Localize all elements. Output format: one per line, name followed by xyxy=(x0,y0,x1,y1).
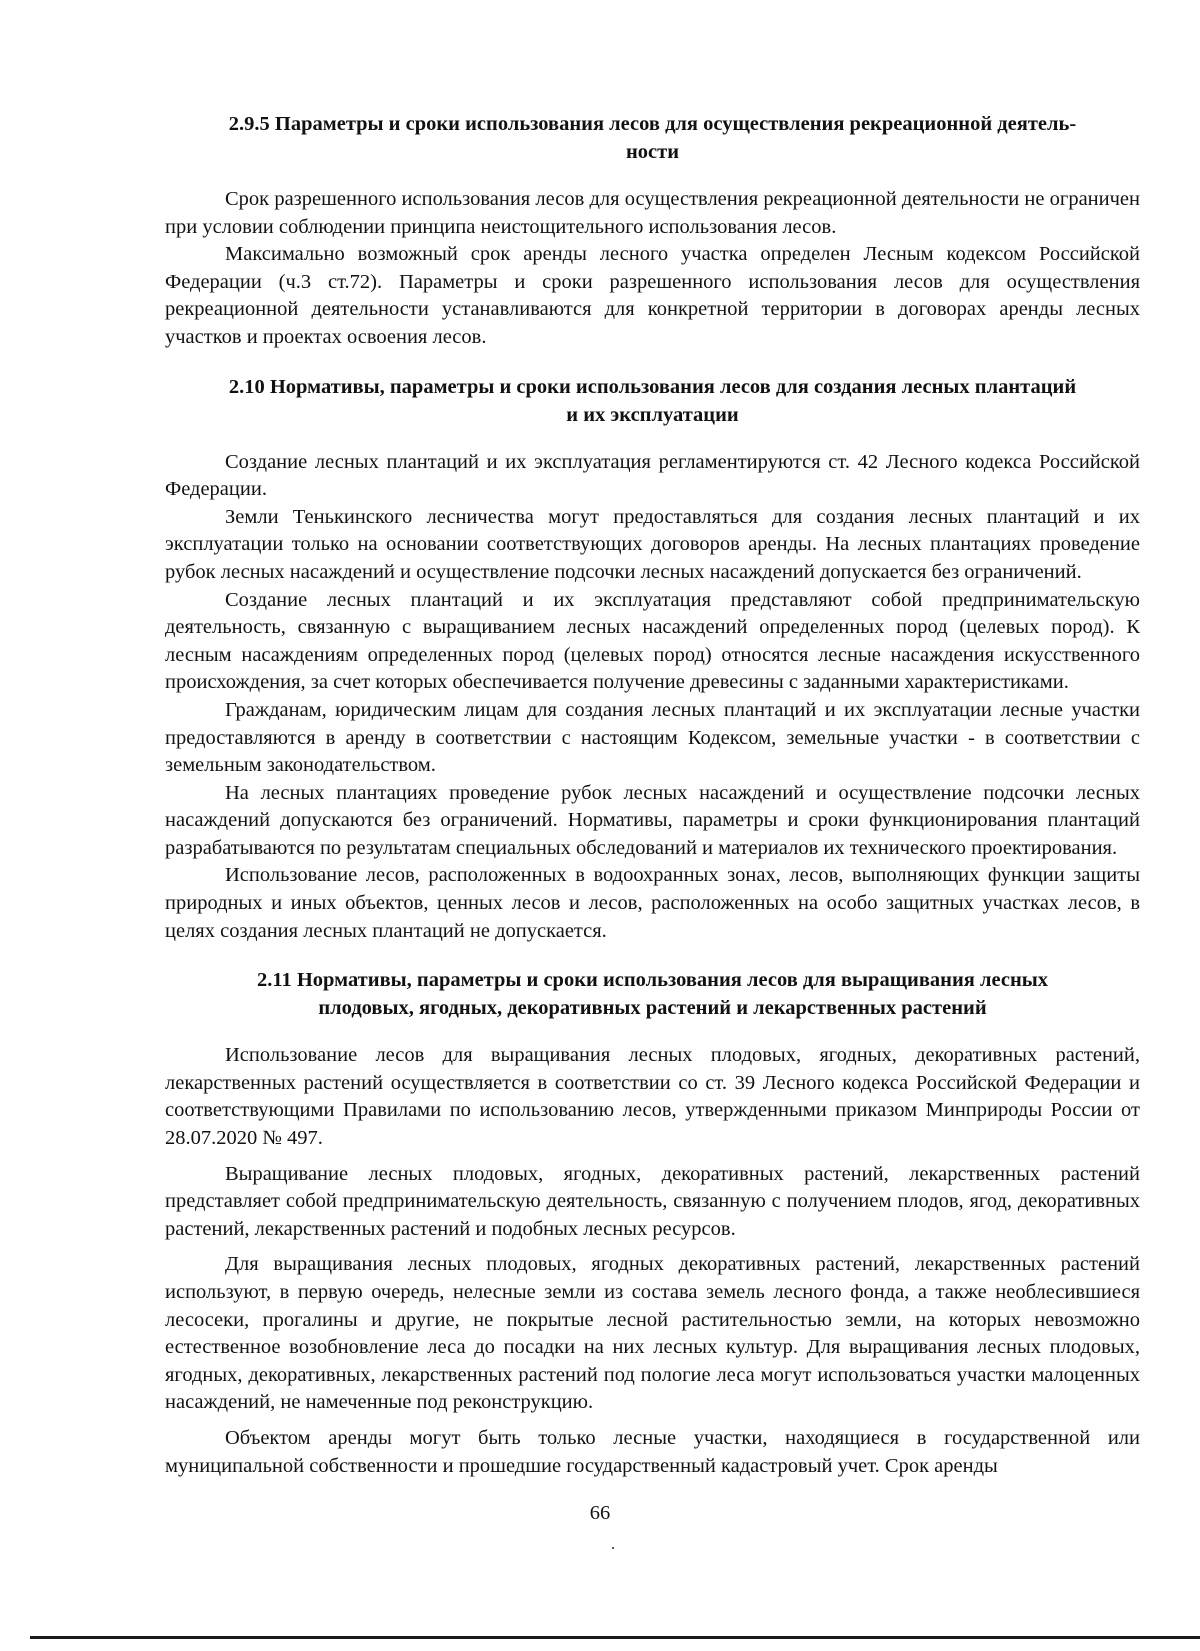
heading-line-2: плодовых, ягодных, декоративных растений и лекарственных растений xyxy=(318,997,987,1020)
heading-line-1: 2.10 Нормативы, параметры и сроки использования лесов для создания лесных плантаций xyxy=(228,375,1077,398)
paragraph: Объектом аренды могут быть только лесные участки, находящиеся в государственной или муниципальной собственности и прошедшие государственный кадастровый учет. Срок аренды xyxy=(165,1426,1140,1477)
paragraph: Использование лесов, расположенных в водоохранных зонах, лесов, выполняющих функции защиты природных и иных объектов, ценных лесов и лесов, расположенных на особо защитных участках лесов, в целях создания лесных плантаций не допускается. xyxy=(165,864,1140,942)
section-2-11 xyxy=(165,966,1140,1480)
paragraph: Максимально возможный срок аренды лесного участка определен Лесным кодексом Российской Федерации (ч.3 ст.72). Параметры и сроки разрешенного использования лесов для осуществления рекреационной деятельности устанавливаются для конкретной территории в договорах аренды лесных участков и проектах освоения лесов. xyxy=(165,243,1140,348)
section-heading xyxy=(165,110,1140,166)
section-heading xyxy=(165,373,1140,429)
heading-line-1: 2.11 Нормативы, параметры и сроки использования лесов для выращивания лесных xyxy=(256,969,1049,992)
heading-line-2: ности xyxy=(625,141,680,163)
section-2-9-5 xyxy=(165,110,1140,352)
section-2-10 xyxy=(165,373,1140,946)
scan-speck xyxy=(612,1547,614,1549)
paragraph: Создание лесных плантаций и их эксплуатация представляют собой предпринимательскую деятельность, связанную с выращиванием лесных насаждений определенных пород (целевых пород). К лесным насаждениям определенных пород (целевых пород) относятся лесные насаждения искусственного происхождения, за счет которых обеспечивается получение древесины с заданными характеристиками. xyxy=(165,588,1140,694)
bottom-rule xyxy=(30,1636,1200,1639)
paragraph: На лесных плантациях проведение рубок лесных насаждений и осуществление подсочки лесных насаждений допускаются без ограничений. Нормативы, параметры и сроки функционирования плантаций разрабатываются по результатам специальных обследований и материалов их технического проектирования. xyxy=(165,781,1140,859)
paragraph: Использование лесов для выращивания лесных плодовых, ягодных, декоративных растений, лекарственных растений осуществляется в соответствии со ст. 39 Лесного кодекса Российской Федерации и соответствующими Правилами по использованию лесов, утвержденными приказом Минприроды России от 28.07.2020 № 497. xyxy=(165,1044,1140,1150)
paragraph: Земли Тенькинского лесничества могут предоставляться для создания лесных плантаций и их эксплуатации только на основании соответствующих договоров аренды. На лесных плантациях проведение рубок лесных насаждений и осуществление подсочки лесных насаждений допускается без ограничений. xyxy=(165,505,1140,583)
section-heading xyxy=(165,966,1140,1022)
document-page xyxy=(165,110,1140,1480)
heading-line-1: 2.9.5 Параметры и сроки использования лесов для осуществления рекреационной деятель- xyxy=(228,113,1077,135)
paragraph: Срок разрешенного использования лесов для осуществления рекреационной деятельности не ограничен при условии соблюдении принципа неистощительного использования лесов. xyxy=(165,188,1140,238)
paragraph: Гражданам, юридическим лицам для создания лесных плантаций и их эксплуатации лесные участки предоставляются в аренду в соответствии с настоящим Кодексом, земельные участки - в соответствии с земельным законодательством. xyxy=(165,698,1140,777)
paragraph: Создание лесных плантаций и их эксплуатация регламентируются ст. 42 Лесного кодекса Российской Федерации. xyxy=(165,450,1140,501)
paragraph: Для выращивания лесных плодовых, ягодных декоративных растений, лекарственных растений используют, в первую очередь, нелесные земли из состава земель лесного фонда, а также необлесившиеся лесосеки, прогалины и другие, не покрытые лесной растительностью земли, на которых невозможно естественное возобновление леса до посадки на них лесных культур. Для выращивания лесных плодовых, ягодных, декоративных, лекарственных растений под пологие леса могут использоваться участки малоценных насаждений, не намеченные под реконструкцию. xyxy=(165,1253,1140,1414)
page-number: 66 xyxy=(589,1502,611,1524)
heading-line-2: и их эксплуатации xyxy=(566,403,739,426)
paragraph: Выращивание лесных плодовых, ягодных, декоративных растений, лекарственных растений представляет собой предпринимательскую деятельность, связанную с получением плодов, ягод, декоративных растений, лекарственных растений и подобных лесных ресурсов. xyxy=(165,1162,1140,1240)
